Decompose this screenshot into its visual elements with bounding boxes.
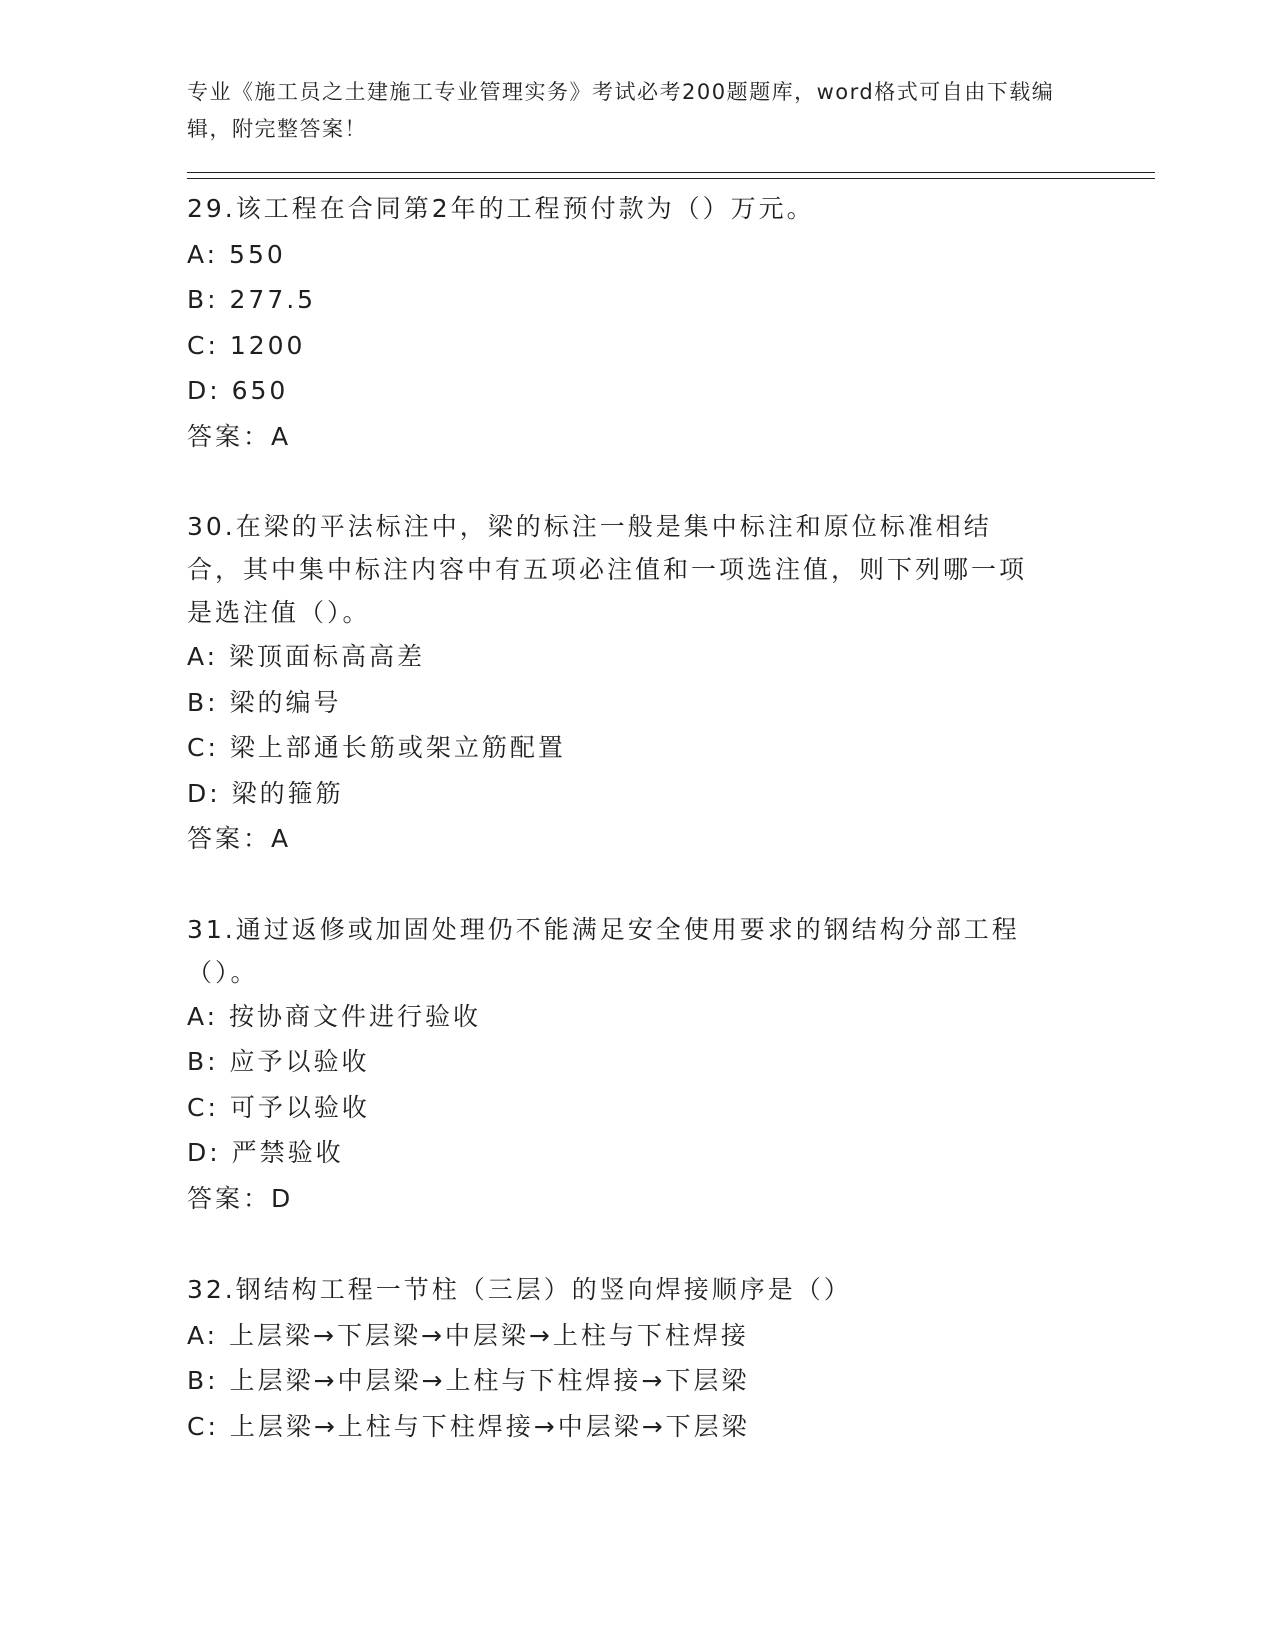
question-stem: 29.该工程在合同第2年的工程预付款为（）万元。 <box>187 194 815 223</box>
option-b: B: 277.5 <box>187 285 317 314</box>
question-32 <box>187 1267 1087 1449</box>
option-d: D: 严禁验收 <box>187 1138 344 1167</box>
option-c: C: 上层梁→上柱与下柱焊接→中层梁→下层梁 <box>187 1411 750 1441</box>
answer: 答案：A <box>187 824 292 853</box>
header-note: 专业《施工员之土建施工专业管理实务》考试必考200题题库，word格式可自由下载编辑，附完整答案！ <box>187 80 1055 141</box>
option-b: B: 上层梁→中层梁→上柱与下柱焊接→下层梁 <box>187 1366 750 1395</box>
option-c: C: 梁上部通长筋或架立筋配置 <box>187 733 566 762</box>
option-b: B: 应予以验收 <box>187 1047 370 1076</box>
option-a: A: 梁顶面标高高差 <box>187 642 426 671</box>
header-divider-top <box>187 172 1155 173</box>
question-29 <box>187 186 1087 459</box>
option-d: D: 梁的箍筋 <box>187 778 344 808</box>
option-c: C: 可予以验收 <box>187 1092 370 1122</box>
question-stem: 31.通过返修或加固处理仍不能满足安全使用要求的钢结构分部工程（）。 <box>187 914 1020 987</box>
answer: 答案：D <box>187 1183 294 1213</box>
question-30 <box>187 505 1087 862</box>
option-c: C: 1200 <box>187 330 306 360</box>
answer: 答案：A <box>187 421 292 451</box>
option-a: A: 按协商文件进行验收 <box>187 1001 482 1031</box>
question-stem: 30.在梁的平法标注中，梁的标注一般是集中标注和原位标准相结合，其中集中标注内容中有五项必注值和一项选注值，则下列哪一项是选注值（）。 <box>187 512 1028 627</box>
question-stem: 32.钢结构工程一节柱（三层）的竖向焊接顺序是（） <box>187 1275 852 1304</box>
question-31 <box>187 908 1087 1222</box>
option-d: D: 650 <box>187 376 289 405</box>
header-divider-bottom <box>187 178 1155 179</box>
option-a: A: 上层梁→下层梁→中层梁→上柱与下柱焊接 <box>187 1320 749 1350</box>
option-a: A: 550 <box>187 239 286 269</box>
option-b: B: 梁的编号 <box>187 687 342 717</box>
question-list <box>187 186 1087 1449</box>
